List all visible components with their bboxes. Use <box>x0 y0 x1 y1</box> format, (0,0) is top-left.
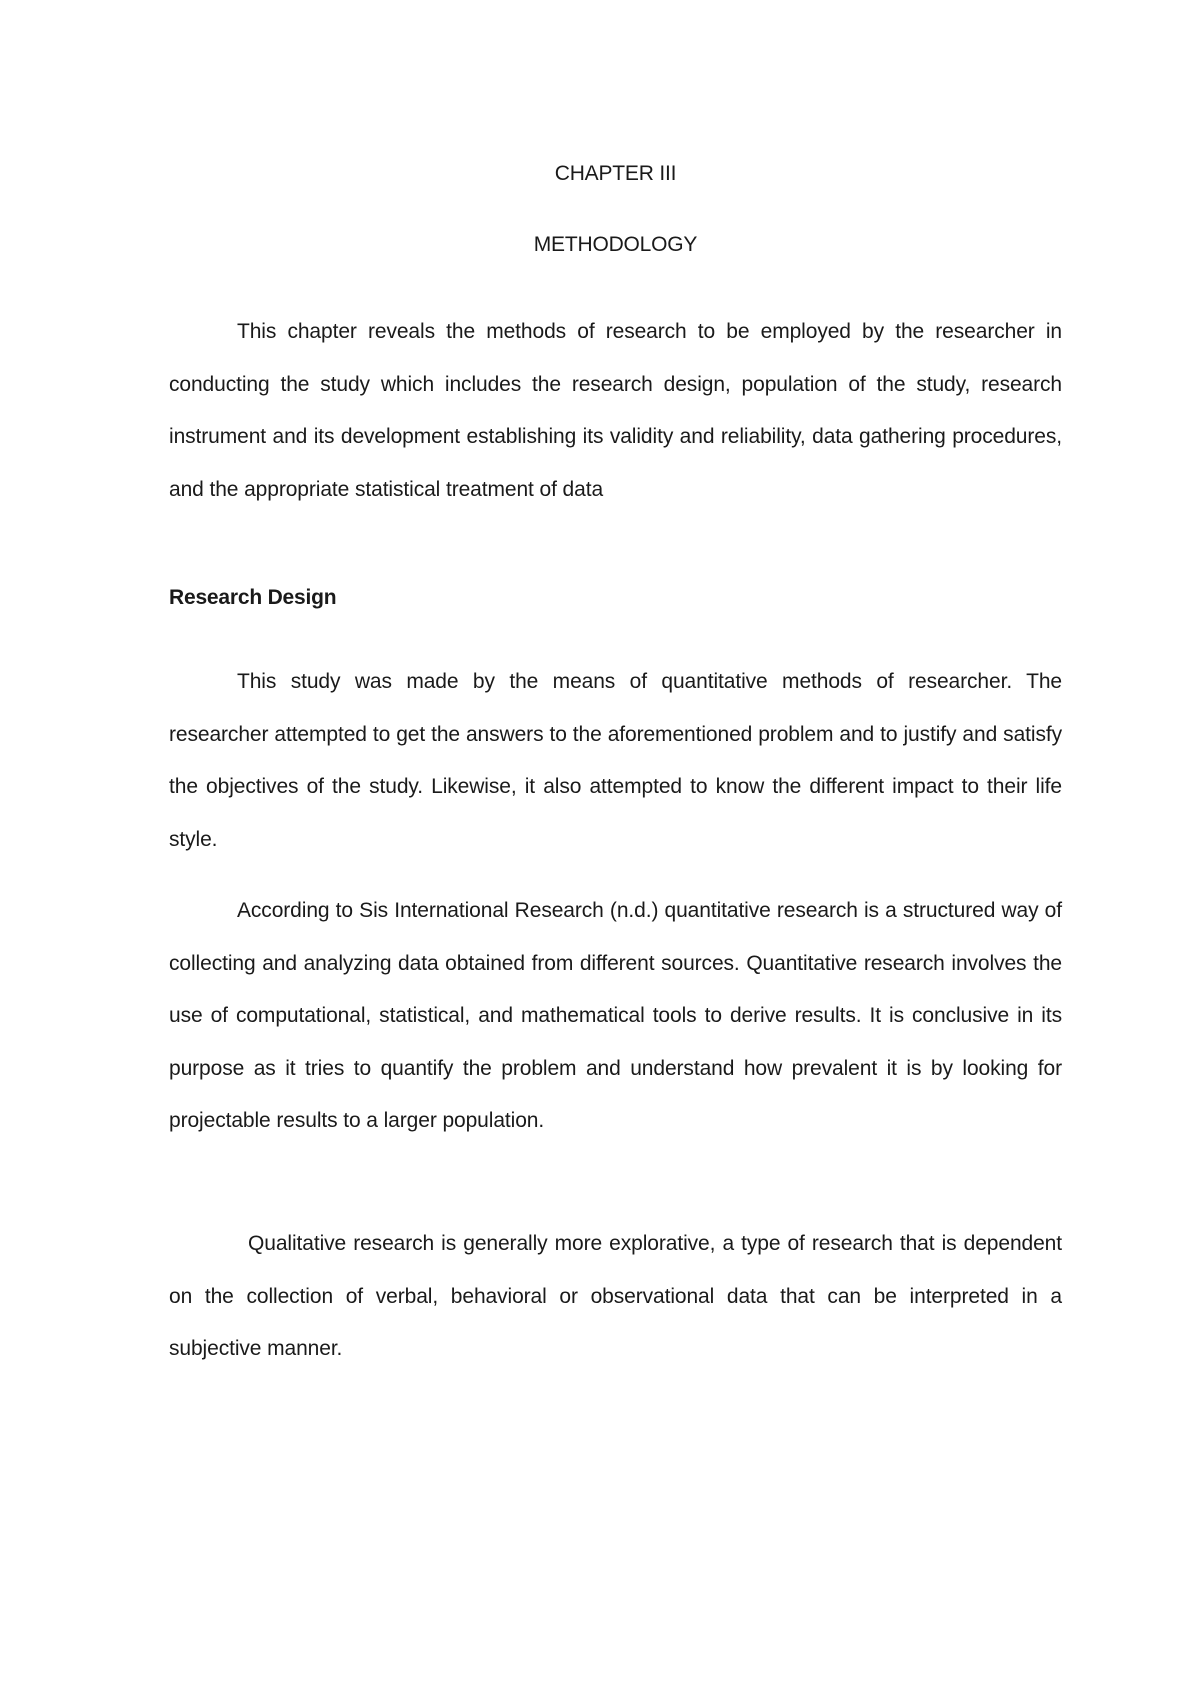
chapter-subtitle: METHODOLOGY <box>533 233 698 256</box>
intro-paragraph: This chapter reveals the methods of research to be employed by the researcher in conducting the study which includes the research design, population of the study, research instrument and its development establishing its validity and reliability, data gathering procedures, and the appropriate statistical treatment of data <box>169 320 1062 501</box>
research-design-paragraph: Qualitative research is generally more explorative, a type of research that is dependent on the collection of verbal, behavioral or observational data that can be interpreted in a subjective manner. <box>169 1232 1062 1360</box>
research-design-paragraph: According to Sis International Research (n.d.) quantitative research is a structured way of collecting and analyzing data obtained from different sources. Quantitative research involves the use of computational, statistical, and mathematical tools to derive results. It is conclusive in its purpose as it tries to quantify the problem and understand how prevalent it is by looking for projectable results to a larger population. <box>169 899 1062 1132</box>
section-heading-research-design: Research Design <box>169 586 337 609</box>
chapter-title: CHAPTER III <box>554 162 677 185</box>
research-design-paragraph: This study was made by the means of quantitative methods of researcher. The researcher attempted to get the answers to the aforementioned problem and to justify and satisfy the objectives of the study. Likewise, it also attempted to know the different impact to their life style. <box>169 670 1062 851</box>
